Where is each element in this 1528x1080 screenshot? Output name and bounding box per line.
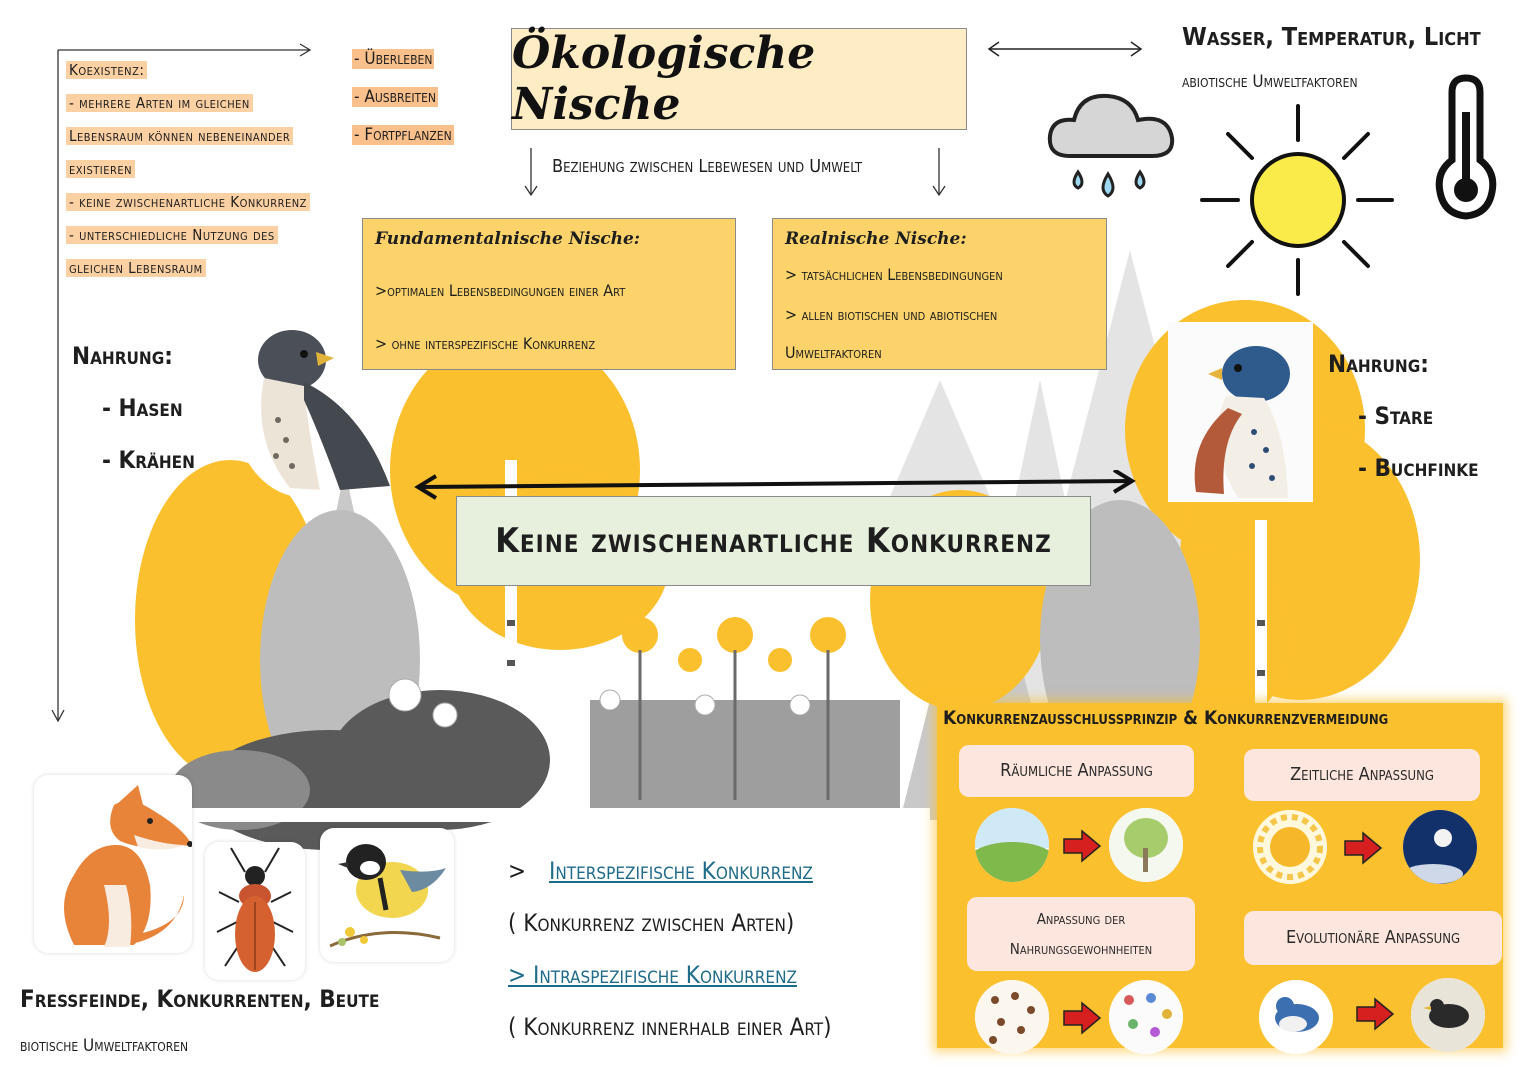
down-arrow-right xyxy=(930,148,948,198)
page-title: Ökologische Nische xyxy=(512,28,816,130)
goal-item: - Überleben xyxy=(354,49,433,69)
center-banner xyxy=(456,496,1091,586)
intra-description: ( Konkurrenz innerhalb einer Art) xyxy=(508,1013,832,1041)
right-food-list xyxy=(1328,338,1479,494)
double-arrow-title-abiotic xyxy=(985,38,1145,60)
right-food-item: - Stare xyxy=(1358,402,1434,430)
koexistenz-block xyxy=(66,54,366,285)
blackbird-circle xyxy=(1411,978,1485,1052)
beetle-photo xyxy=(205,842,305,980)
kestrel-image xyxy=(1168,322,1313,502)
sun-circle xyxy=(1253,810,1327,884)
real-line: > tatsächlichen Lebensbedingungen xyxy=(785,265,1003,284)
koexistenz-line: - mehrere Arten im gleichen xyxy=(66,94,253,112)
thermometer-icon xyxy=(1430,72,1502,222)
koexistenz-heading: Koexistenz: xyxy=(66,61,147,79)
card-temporal-label: Zeitliche Anpassung xyxy=(1290,764,1434,785)
koexistenz-line: - unterschiedliche Nutzung des xyxy=(66,226,278,244)
real-line: Umweltfaktoren xyxy=(785,343,882,362)
goals-list xyxy=(352,40,454,154)
real-heading: Realnische Nische: xyxy=(785,229,967,249)
card-food-label: Nahrungsgewohnheiten xyxy=(1009,940,1153,958)
biotic-subtitle: biotische Umweltfaktoren xyxy=(20,1036,189,1056)
goal-item: - Ausbreiten xyxy=(354,87,436,107)
insects-circle xyxy=(1109,980,1183,1054)
card-evolutionary-label: Evolutionäre Anpassung xyxy=(1285,927,1461,948)
seeds-circle xyxy=(975,980,1049,1054)
red-arrow-icon xyxy=(1062,1001,1102,1035)
title-box xyxy=(511,28,967,130)
fundamental-niche-box xyxy=(362,218,736,370)
left-food-list xyxy=(72,330,195,486)
down-arrow-left xyxy=(522,148,540,198)
card-food-label: Anpassung der xyxy=(1036,910,1126,928)
card-food-habits xyxy=(967,897,1195,971)
left-food-item: - Hasen xyxy=(102,394,183,422)
koexistenz-line: existieren xyxy=(66,160,135,178)
card-spatial-label: Räumliche Anpassung xyxy=(1000,760,1153,781)
relationship-caption: Beziehung zwischen Lebewesen und Umwelt xyxy=(552,156,863,177)
red-arrow-icon xyxy=(1343,831,1383,865)
red-arrow-icon xyxy=(1062,829,1102,863)
great-tit-image xyxy=(320,828,454,962)
abiotic-subtitle: abiotische Umweltfaktoren xyxy=(1182,72,1358,92)
fundamental-line: > ohne interspezifische Konkurrenz xyxy=(375,334,596,353)
beetle-image xyxy=(205,842,305,980)
exclusion-heading: Konkurrenzausschlussprinzip & Konkurrenzvermeidung xyxy=(943,707,1389,729)
card-evolutionary xyxy=(1244,911,1502,965)
tree-circle xyxy=(1109,808,1183,882)
card-temporal xyxy=(1244,749,1480,801)
fox-image xyxy=(34,775,192,953)
left-food-item: - Krähen xyxy=(102,446,195,474)
goal-item: - Fortpflanzen xyxy=(354,125,452,145)
competition-block xyxy=(508,845,832,1053)
sun-icon xyxy=(1198,100,1398,300)
biotic-title: Fressfeinde, Konkurrenten, Beute xyxy=(20,985,380,1013)
rain-cloud-icon xyxy=(1040,84,1180,214)
interspecific-link[interactable]: Interspezifische Konkurrenz xyxy=(548,857,813,885)
fox-photo xyxy=(34,775,192,953)
exclusion-panel xyxy=(937,703,1503,1048)
koexistenz-line: Lebensraum können nebeneinander xyxy=(66,127,293,145)
meadow-circle xyxy=(975,808,1049,882)
inter-prefix: > xyxy=(508,857,527,885)
fundamental-line: >optimalen Lebensbedingungen einer Art xyxy=(375,281,626,300)
real-niche-box xyxy=(772,218,1107,370)
intraspecific-link[interactable]: > Intraspezifische Konkurrenz xyxy=(508,961,798,989)
koexistenz-line: gleichen Lebensraum xyxy=(66,259,206,277)
peregrine-falcon-image xyxy=(212,300,402,500)
red-arrow-icon xyxy=(1355,997,1395,1031)
fundamental-heading: Fundamentalnische Nische: xyxy=(375,229,641,249)
card-spatial xyxy=(959,745,1194,797)
blue-jay-circle xyxy=(1259,980,1333,1054)
real-line: > allen biotischen und abiotischen xyxy=(785,305,998,324)
inter-description: ( Konkurrenz zwischen Arten) xyxy=(508,909,795,937)
center-banner-text: Keine zwischenartliche Konkurrenz xyxy=(495,521,1052,561)
night-circle xyxy=(1403,810,1477,884)
right-food-item: - Buchfinke xyxy=(1358,454,1479,482)
right-food-heading: Nahrung: xyxy=(1328,350,1429,378)
koexistenz-line: - keine zwischenartliche Konkurrenz xyxy=(66,193,310,211)
abiotic-title: Wasser, Temperatur, Licht xyxy=(1182,22,1481,51)
great-tit-photo xyxy=(320,828,454,962)
left-food-heading: Nahrung: xyxy=(72,342,173,370)
